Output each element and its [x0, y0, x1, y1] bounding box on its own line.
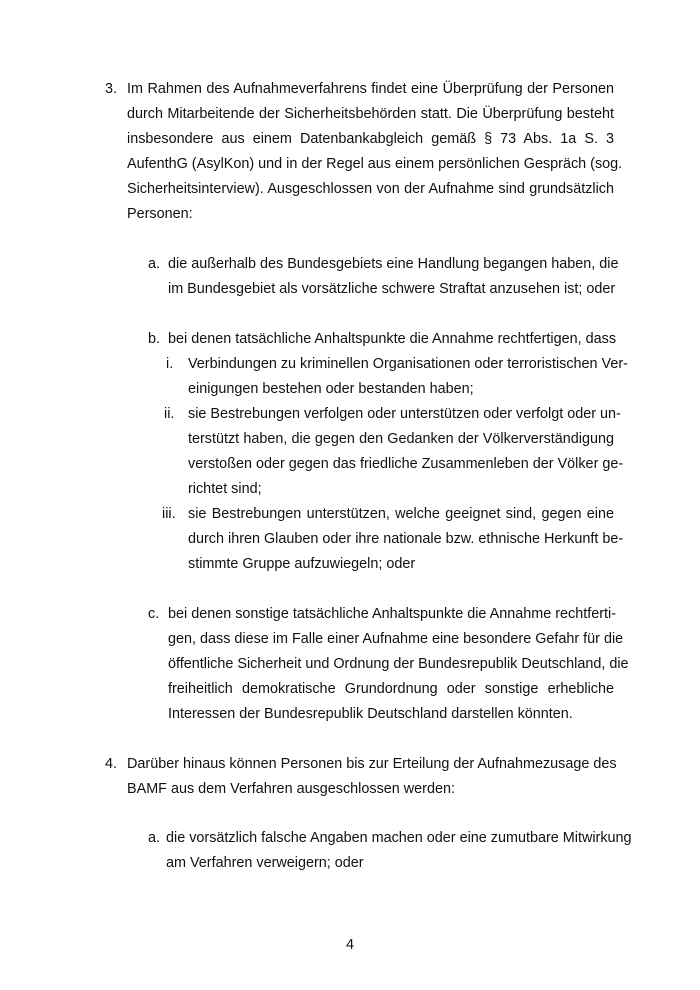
item-3-line: durch Mitarbeitende der Sicherheitsbehörden statt. Die Überprüfung besteht: [127, 106, 614, 122]
item-3-line: insbesondere aus einem Datenbankabgleich gemäß § 73 Abs. 1a S. 3: [127, 131, 614, 147]
item-3b-iii-label: iii.: [162, 506, 176, 522]
item-3c-line: freiheitlich demokratische Grundordnung oder sonstige erhebliche: [168, 681, 614, 697]
item-3b-ii-line: terstützt haben, die gegen den Gedanken der Völkerverständigung: [188, 431, 614, 447]
item-3a-label: a.: [148, 256, 161, 272]
item-3c-label: c.: [148, 606, 160, 622]
item-3c-line: öffentliche Sicherheit und Ordnung der Bundesrepublik Deutschland, die: [168, 656, 629, 672]
item-3b-iii-line: stimmte Gruppe aufzuwiegeln; oder: [188, 556, 416, 572]
item-3b-ii-label: ii.: [164, 406, 175, 422]
item-4a-line: die vorsätzlich falsche Angaben machen oder eine zumutbare Mitwirkung: [166, 830, 632, 846]
item-3-line: Im Rahmen des Aufnahmeverfahrens findet eine Überprüfung der Personen: [127, 81, 614, 97]
item-3b-i-line: Verbindungen zu kriminellen Organisationen oder terroristischen Ver-: [188, 356, 628, 372]
item-4-line: Darüber hinaus können Personen bis zur Erteilung der Aufnahmezusage des: [127, 756, 617, 772]
page-number: 4: [345, 937, 354, 953]
item-4a-label: a.: [148, 830, 161, 846]
item-3b-iii-line: sie Bestrebungen unterstützen, welche geeignet sind, gegen eine: [188, 506, 614, 522]
item-3b-ii-line: richtet sind;: [188, 481, 262, 497]
item-3-line: Personen:: [127, 206, 193, 222]
item-4a-line: am Verfahren verweigern; oder: [166, 855, 364, 871]
item-3c-line: Interessen der Bundesrepublik Deutschland darstellen könnten.: [168, 706, 573, 722]
item-3a-line: im Bundesgebiet als vorsätzliche schwere Straftat anzusehen ist; oder: [168, 281, 616, 297]
item-4-line: BAMF aus dem Verfahren ausgeschlossen werden:: [127, 781, 455, 797]
item-3-line: AufenthG (AsylKon) und in der Regel aus einem persönlichen Gespräch (sog.: [127, 156, 623, 172]
item-3b-ii-line: verstoßen oder gegen das friedliche Zusammenleben der Völker ge-: [188, 456, 624, 472]
item-3c-line: bei denen sonstige tatsächliche Anhaltspunkte die Annahme rechtferti-: [168, 606, 616, 622]
item-3b-label: b.: [148, 331, 161, 347]
item-3b-i-label: i.: [166, 356, 174, 372]
item-3-number: 3.: [105, 81, 118, 97]
item-3b-ii-line: sie Bestrebungen verfolgen oder unterstützen oder verfolgt oder un-: [188, 406, 621, 422]
item-3-line: Sicherheitsinterview). Ausgeschlossen von der Aufnahme sind grundsätzlich: [127, 181, 614, 197]
item-3c-line: gen, dass diese im Falle einer Aufnahme eine besondere Gefahr für die: [168, 631, 624, 647]
item-4-number: 4.: [105, 756, 118, 772]
item-3b-i-line: einigungen bestehen oder bestanden haben;: [188, 381, 474, 397]
item-3b-iii-line: durch ihren Glauben oder ihre nationale bzw. ethnische Herkunft be-: [188, 531, 624, 547]
item-3a-line: die außerhalb des Bundesgebiets eine Handlung begangen haben, die: [168, 256, 619, 272]
item-3b-line: bei denen tatsächliche Anhaltspunkte die Annahme rechtfertigen, dass: [168, 331, 617, 347]
